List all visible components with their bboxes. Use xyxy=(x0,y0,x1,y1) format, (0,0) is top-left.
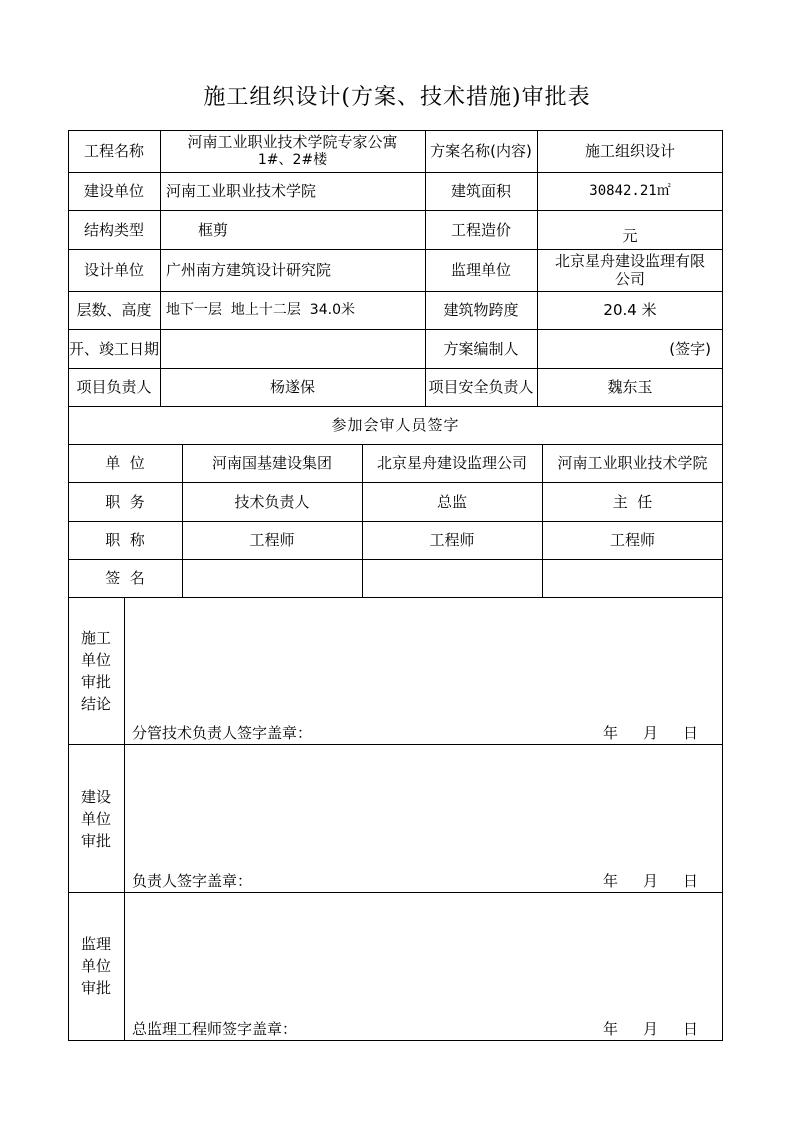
floors-label: 层数、高度 xyxy=(76,301,152,319)
form-title: 施工组织设计(方案、技术措施)审批表 xyxy=(203,85,591,110)
safety-label: 项目安全负责人 xyxy=(428,378,534,396)
review-duty-1: 技术负责人 xyxy=(234,492,310,511)
construction-day: 日 xyxy=(683,724,699,742)
supervisor xyxy=(537,249,723,291)
supervisor-day: 日 xyxy=(683,1020,699,1038)
review-sign-3[interactable] xyxy=(542,559,723,597)
review-unit-2: 北京星舟建设监理公司 xyxy=(376,454,527,472)
unit-label: 单 位 xyxy=(105,454,145,472)
builder-approval-label: 建设 单位 审批 xyxy=(80,788,111,850)
duty-label: 职 务 xyxy=(105,492,145,511)
rank-label: 职 称 xyxy=(105,531,145,549)
supervisor-month: 月 xyxy=(643,1020,659,1038)
construction-year: 年 xyxy=(603,724,619,742)
project-name-line2: 1#、2#楼 xyxy=(257,152,328,168)
floors: 地下一层 地上十二层 34.0米 xyxy=(166,302,355,318)
supervisor-signer: 总监理工程师签字盖章： xyxy=(132,1020,298,1038)
pm: 杨遂保 xyxy=(269,378,315,396)
review-sign-1[interactable] xyxy=(182,559,362,597)
project-name-line1: 河南工业职业技术学院专家公寓 xyxy=(187,133,398,151)
review-rank-2: 工程师 xyxy=(429,531,475,549)
construction-signer: 分管技术负责人签字盖章： xyxy=(132,724,313,742)
review-heading: 参加会审人员签字 xyxy=(331,416,460,434)
builder-day: 日 xyxy=(683,872,699,890)
area: 30842.21㎡ xyxy=(589,183,671,199)
dates xyxy=(160,329,425,368)
review-duty-3: 主 任 xyxy=(612,492,653,511)
review-rank-1: 工程师 xyxy=(249,531,295,549)
review-sign-2[interactable] xyxy=(362,559,542,597)
review-rank-3: 工程师 xyxy=(609,531,655,549)
supervisor-approval-label: 监理 单位 审批 xyxy=(80,935,111,997)
project-name-label: 工程名称 xyxy=(83,142,144,160)
author-label: 方案编制人 xyxy=(443,339,519,358)
safety: 魏东玉 xyxy=(607,378,653,396)
supervisor-year: 年 xyxy=(603,1020,619,1038)
builder: 河南工业职业技术学院 xyxy=(166,182,317,200)
review-unit-3: 河南工业职业技术学院 xyxy=(557,454,708,472)
builder-year: 年 xyxy=(603,872,619,890)
builder-month: 月 xyxy=(643,872,659,890)
span: 20.4 米 xyxy=(603,301,657,319)
construction-approval-label: 施工 单位 审批 结论 xyxy=(80,629,111,713)
structure: 框剪 xyxy=(198,220,229,239)
supervisor-label: 监理单位 xyxy=(450,261,511,279)
designer: 广州南方建筑设计研究院 xyxy=(166,261,332,279)
pm-label: 项目负责人 xyxy=(76,378,152,396)
construction-month: 月 xyxy=(643,724,659,742)
plan-name: 施工组织设计 xyxy=(584,142,675,160)
dates-label: 开、竣工日期 xyxy=(68,339,159,358)
span-label: 建筑物跨度 xyxy=(443,301,519,319)
author-sign: (签字) xyxy=(669,339,711,358)
designer-label: 设计单位 xyxy=(83,261,144,279)
plan-name-label: 方案名称(内容) xyxy=(430,142,532,160)
structure-label: 结构类型 xyxy=(83,220,144,239)
supervisor-line2: 公司 xyxy=(614,270,645,288)
builder-label: 建设单位 xyxy=(83,182,144,200)
sign-label: 签 名 xyxy=(105,569,145,587)
supervisor-line1: 北京星舟建设监理有限 xyxy=(554,252,705,270)
area-label: 建筑面积 xyxy=(450,182,511,200)
project-name xyxy=(160,130,425,172)
cost: 元 xyxy=(622,226,638,245)
review-duty-2: 总监 xyxy=(436,492,467,511)
cost-label: 工程造价 xyxy=(450,220,511,239)
builder-signer: 负责人签字盖章： xyxy=(132,872,253,890)
review-unit-1: 河南国基建设集团 xyxy=(211,454,332,472)
